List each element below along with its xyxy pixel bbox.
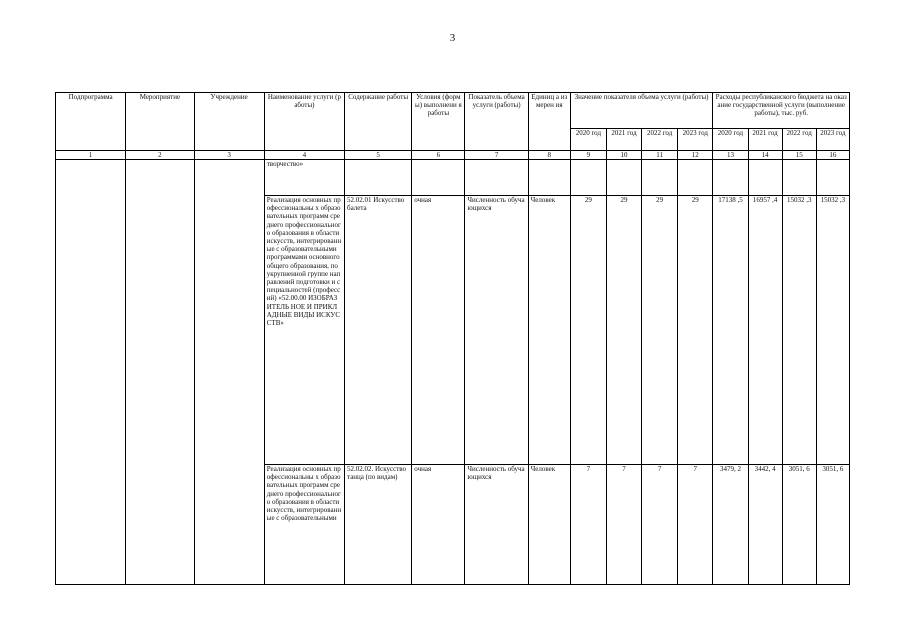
work-condition: очная [412, 465, 465, 585]
budget-table [55, 92, 850, 585]
header-work-content: Содержание работы [345, 93, 412, 151]
volume-value: 7 [570, 465, 606, 585]
volume-value: 29 [678, 196, 713, 465]
expense-value: 3051, 6 [816, 465, 849, 585]
column-number: 11 [642, 151, 678, 160]
volume-value: 7 [678, 465, 713, 585]
work-content: 52.02.02. Искусство танца (по видам) [345, 465, 412, 585]
volume-indicator: Численность обучающихся [465, 196, 528, 465]
work-condition: очная [412, 196, 465, 465]
volume-value: 29 [570, 196, 606, 465]
service-name-continuation: творчество» [264, 160, 344, 196]
work-content: 52.02.01 Искусство балета [345, 196, 412, 465]
header-year: 2020 год [713, 129, 748, 151]
column-number: 14 [748, 151, 782, 160]
header-indicator: Показатель объема услуги (работы) [465, 93, 528, 151]
volume-value: 29 [642, 196, 678, 465]
column-number: 4 [264, 151, 344, 160]
expense-value: 3051, 6 [782, 465, 816, 585]
header-measure: Мероприятие [126, 93, 194, 151]
column-number: 8 [528, 151, 570, 160]
column-number: 2 [126, 151, 194, 160]
column-number: 16 [816, 151, 849, 160]
unit-cell: Человек [528, 196, 570, 465]
column-number: 12 [678, 151, 713, 160]
column-number: 3 [194, 151, 264, 160]
header-year: 2023 год [816, 129, 849, 151]
volume-value: 7 [606, 465, 641, 585]
column-number: 7 [465, 151, 528, 160]
expense-value: 15032 ,3 [816, 196, 849, 465]
expense-value: 15032 ,3 [782, 196, 816, 465]
column-number: 10 [606, 151, 641, 160]
header-year: 2021 год [606, 129, 641, 151]
column-number: 5 [345, 151, 412, 160]
header-year: 2020 год [570, 129, 606, 151]
volume-value: 7 [642, 465, 678, 585]
header-expense-group: Расходы республиканского бюджета на оказание государственной услуги (выполнение работы), тыс. руб. [713, 93, 850, 129]
table-row [56, 160, 850, 196]
measure-cell [126, 160, 194, 585]
header-unit: Единиц а измерен ия [528, 93, 570, 151]
column-number: 13 [713, 151, 748, 160]
column-number: 9 [570, 151, 606, 160]
expense-value: 3479, 2 [713, 465, 748, 585]
header-year: 2023 год [678, 129, 713, 151]
volume-indicator: Численность обучающихся [465, 465, 528, 585]
header-year: 2022 год [642, 129, 678, 151]
column-number: 1 [56, 151, 126, 160]
column-number: 6 [412, 151, 465, 160]
service-name: Реализация основных профессиональны х образовательных программ среднего профессиональног о образования в области искусств, интегрированные с образовательными [264, 465, 344, 585]
subprogram-cell [56, 160, 126, 585]
header-year: 2021 год [748, 129, 782, 151]
header-conditions: Условия (формы) выполнени я работы [412, 93, 465, 151]
page-number: 3 [449, 32, 456, 44]
header-institution: Учреждение [194, 93, 264, 151]
header-subprogram: Подпрограмма [56, 93, 126, 151]
unit-cell: Человек [528, 465, 570, 585]
header-volume-group: Значение показателя объема услуги (работы) [570, 93, 713, 129]
expense-value: 17138 ,5 [713, 196, 748, 465]
expense-value: 16957 ,4 [748, 196, 782, 465]
service-name: Реализация основных профессиональны х образовательных программ среднего профессиональног о образования в области искусств, интегрированные с образовательными программами основного общего образования, по укрупненной группе направлений подготовки и специальностей (профессий) «52.00.00 ИЗОБРАЗИТЕЛЬ НОЕ И ПРИКЛАДНЫЕ ВИДЫ ИСКУССТВ» [264, 196, 344, 465]
institution-cell [194, 160, 264, 585]
header-service-name: Наименование услуги (работы) [264, 93, 344, 151]
column-number: 15 [782, 151, 816, 160]
volume-value: 29 [606, 196, 641, 465]
header-year: 2022 год [782, 129, 816, 151]
expense-value: 3442, 4 [748, 465, 782, 585]
